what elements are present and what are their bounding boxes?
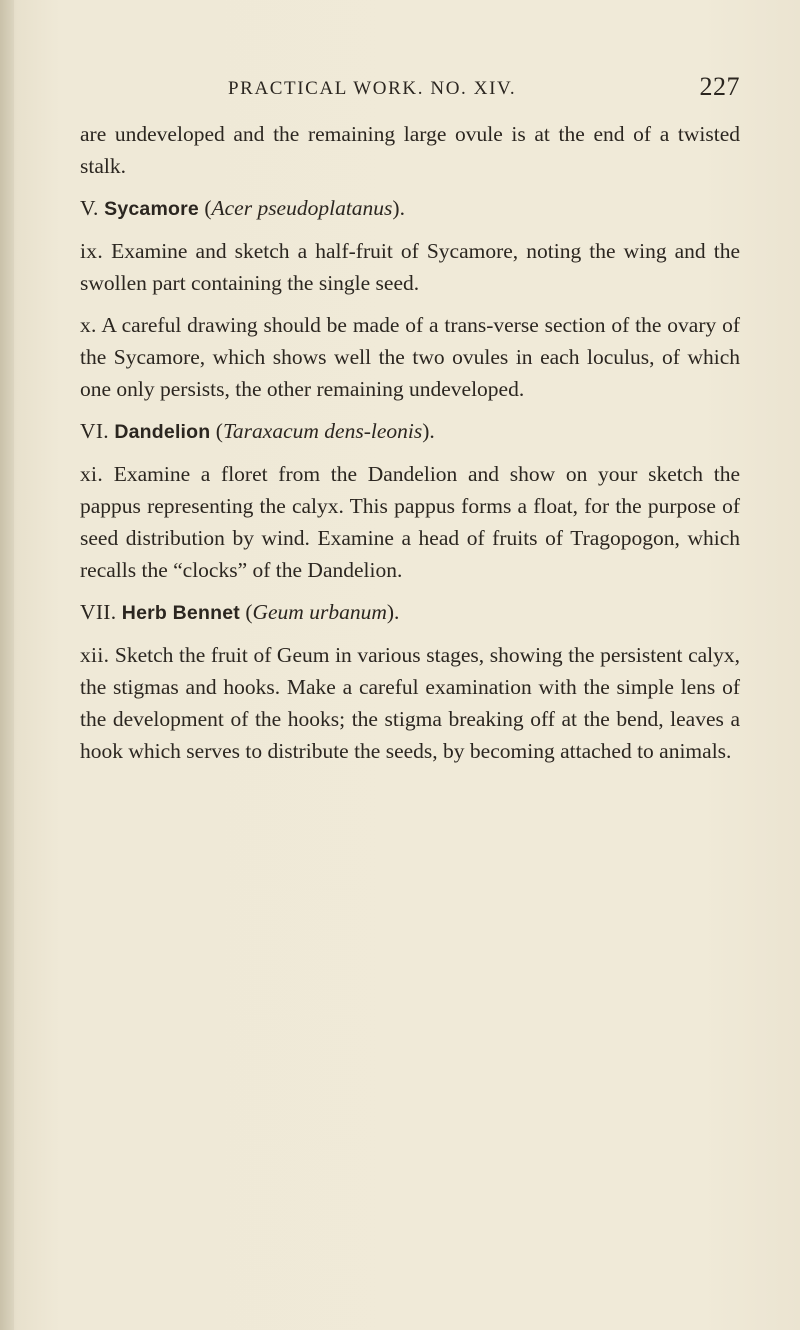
exercise-paragraph: [80, 309, 740, 405]
section-numeral: V.: [80, 196, 99, 220]
section-heading-dandelion: VI. Dandelion (Taraxacum dens-leonis).: [80, 419, 435, 443]
exercise-text: Examine and sketch a half-fruit of Sycamore, noting the wing and the swollen part containing the single seed.: [80, 239, 740, 295]
page-gutter-shadow: [0, 0, 14, 1330]
section-numeral: VI.: [80, 419, 109, 443]
section-name: Sycamore: [104, 198, 199, 220]
exercise-numeral: xi.: [80, 462, 103, 486]
continuation-paragraph: are undeveloped and the remaining large ovule is at the end of a twisted stalk.: [80, 122, 740, 178]
body-text: [80, 118, 740, 777]
exercise-text: A careful drawing should be made of a trans-verse section of the ovary of the Sycamore, which shows well the two ovules in each loculus, of which one only persists, the other remaining undeveloped.: [80, 313, 740, 401]
exercise-numeral: xii.: [80, 643, 110, 667]
section-name: Dandelion: [114, 421, 211, 443]
section-latin-name: Acer pseudoplatanus: [211, 196, 393, 220]
section-numeral: VII.: [80, 600, 117, 624]
exercise-paragraph: [80, 639, 740, 767]
exercise-text: Sketch the fruit of Geum in various stages, showing the persistent calyx, the stigmas and hooks. Make a careful examination with the simple lens of the development of the hooks; the stigma breaking off at the bend, leaves a hook which serves to distribute the seeds, by becoming attached to animals.: [80, 643, 740, 763]
section-heading-sycamore: V. Sycamore (Acer pseudoplatanus).: [80, 196, 405, 220]
running-head: PRACTICAL WORK. NO. XIV.: [228, 78, 517, 99]
section-latin-name: Taraxacum dens-leonis: [222, 419, 423, 443]
section-heading-herb-bennet: VII. Herb Bennet (Geum urbanum).: [80, 600, 400, 624]
exercise-paragraph: [80, 458, 740, 586]
page-number: 227: [699, 72, 740, 101]
section-latin-name: Geum urbanum: [252, 600, 387, 624]
page-header: [80, 72, 740, 106]
section-name: Herb Bennet: [121, 602, 240, 624]
exercise-numeral: x.: [80, 313, 97, 337]
exercise-text: Examine a floret from the Dandelion and show on your sketch the pappus representing the calyx. This pappus forms a float, for the purpose of seed distribution by wind. Examine a head of fruits of Tragopogon, which recalls the “clocks” of the Dandelion.: [80, 462, 740, 582]
exercise-paragraph: [80, 235, 740, 299]
exercise-numeral: ix.: [80, 239, 103, 263]
